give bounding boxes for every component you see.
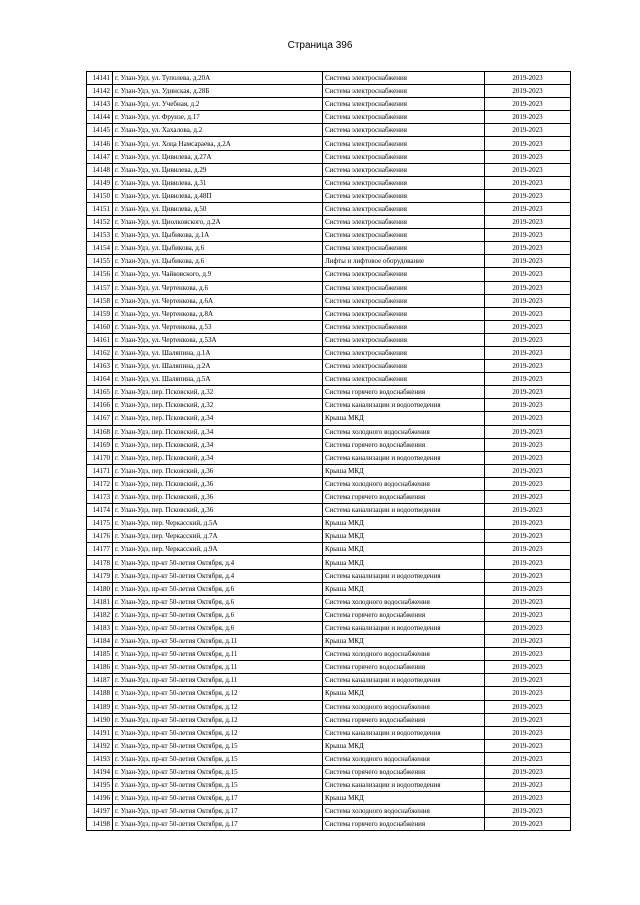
address-cell: г. Улан-Удэ, ул. Цивилева, д.29	[113, 163, 323, 176]
system-cell: Система горячего водоснабжения	[323, 386, 485, 399]
row-number-cell: 14169	[87, 438, 113, 451]
system-cell: Система электроснабжения	[323, 216, 485, 229]
table-row	[87, 189, 571, 202]
system-cell: Крыша МКД	[323, 687, 485, 700]
table-row	[87, 595, 571, 608]
address-cell: г. Улан-Удэ, ул. Цивилева, д.27А	[113, 150, 323, 163]
address-cell: г. Улан-Удэ, пер. Псковский, д.34	[113, 412, 323, 425]
address-cell: г. Улан-Удэ, пр-кт 50-летия Октября, д.15	[113, 752, 323, 765]
row-number-cell: 14186	[87, 661, 113, 674]
row-number-cell: 14181	[87, 595, 113, 608]
table-row	[87, 72, 571, 85]
period-cell: 2019-2023	[485, 517, 571, 530]
row-number-cell: 14176	[87, 530, 113, 543]
row-number-cell: 14164	[87, 373, 113, 386]
address-cell: г. Улан-Удэ, пр-кт 50-летия Октября, д.4	[113, 569, 323, 582]
system-cell: Крыша МКД	[323, 792, 485, 805]
table-row	[87, 163, 571, 176]
row-number-cell: 14170	[87, 451, 113, 464]
table-row	[87, 412, 571, 425]
period-cell: 2019-2023	[485, 294, 571, 307]
address-cell: г. Улан-Удэ, пр-кт 50-летия Октября, д.12	[113, 713, 323, 726]
row-number-cell: 14142	[87, 85, 113, 98]
address-cell: г. Улан-Удэ, ул. Цыбикова, д.1А	[113, 229, 323, 242]
address-cell: г. Улан-Удэ, ул. Чертенкова, д.53	[113, 320, 323, 333]
period-cell: 2019-2023	[485, 216, 571, 229]
system-cell: Система холодного водоснабжения	[323, 425, 485, 438]
period-cell: 2019-2023	[485, 818, 571, 831]
address-cell: г. Улан-Удэ, пер. Черкасский, д.5А	[113, 517, 323, 530]
system-cell: Система электроснабжения	[323, 360, 485, 373]
address-cell: г. Улан-Удэ, пр-кт 50-летия Октября, д.11	[113, 635, 323, 648]
system-cell: Крыша МКД	[323, 517, 485, 530]
row-number-cell: 14171	[87, 464, 113, 477]
row-number-cell: 14146	[87, 137, 113, 150]
period-cell: 2019-2023	[485, 163, 571, 176]
row-number-cell: 14145	[87, 124, 113, 137]
address-cell: г. Улан-Удэ, ул. Цыбикова, д.6	[113, 242, 323, 255]
address-cell: г. Улан-Удэ, пр-кт 50-летия Октября, д.15	[113, 779, 323, 792]
row-number-cell: 14148	[87, 163, 113, 176]
address-cell: г. Улан-Удэ, пер. Псковский, д.34	[113, 438, 323, 451]
period-cell: 2019-2023	[485, 189, 571, 202]
period-cell: 2019-2023	[485, 242, 571, 255]
table-row	[87, 268, 571, 281]
system-cell: Система холодного водоснабжения	[323, 752, 485, 765]
table-row	[87, 320, 571, 333]
period-cell: 2019-2023	[485, 281, 571, 294]
row-number-cell: 14157	[87, 281, 113, 294]
address-cell: г. Улан-Удэ, пер. Псковский, д.36	[113, 477, 323, 490]
system-cell: Система электроснабжения	[323, 242, 485, 255]
address-cell: г. Улан-Удэ, ул. Хоца Намсараева, д.2А	[113, 137, 323, 150]
address-cell: г. Улан-Удэ, пер. Черкасский, д.9А	[113, 543, 323, 556]
page-title: Страница 396	[287, 40, 353, 51]
period-cell: 2019-2023	[485, 176, 571, 189]
table-row	[87, 242, 571, 255]
row-number-cell: 14192	[87, 739, 113, 752]
table-row	[87, 556, 571, 569]
period-cell: 2019-2023	[485, 373, 571, 386]
table-row	[87, 399, 571, 412]
address-cell: г. Улан-Удэ, пр-кт 50-летия Октября, д.6	[113, 595, 323, 608]
table-row	[87, 752, 571, 765]
address-cell: г. Улан-Удэ, ул. Шаляпина, д.1А	[113, 346, 323, 359]
table-row	[87, 726, 571, 739]
address-cell: г. Улан-Удэ, пр-кт 50-летия Октября, д.12	[113, 700, 323, 713]
system-cell: Система холодного водоснабжения	[323, 477, 485, 490]
period-cell: 2019-2023	[485, 661, 571, 674]
address-cell: г. Улан-Удэ, пр-кт 50-летия Октября, д.15	[113, 765, 323, 778]
address-cell: г. Улан-Удэ, ул. Цивилева, д.48П	[113, 189, 323, 202]
table-row	[87, 530, 571, 543]
system-cell: Система канализации и водоотведения	[323, 504, 485, 517]
address-cell: г. Улан-Удэ, пр-кт 50-летия Октября, д.17	[113, 818, 323, 831]
system-cell: Система канализации и водоотведения	[323, 674, 485, 687]
table-row	[87, 124, 571, 137]
address-cell: г. Улан-Удэ, пер. Черкасский, д.7А	[113, 530, 323, 543]
period-cell: 2019-2023	[485, 412, 571, 425]
system-cell: Система электроснабжения	[323, 111, 485, 124]
row-number-cell: 14198	[87, 818, 113, 831]
address-cell: г. Улан-Удэ, ул. Чертенкова, д.6А	[113, 294, 323, 307]
system-cell: Крыша МКД	[323, 582, 485, 595]
system-cell: Крыша МКД	[323, 543, 485, 556]
address-cell: г. Улан-Удэ, ул. Шаляпина, д.5А	[113, 373, 323, 386]
period-cell: 2019-2023	[485, 85, 571, 98]
period-cell: 2019-2023	[485, 137, 571, 150]
row-number-cell: 14189	[87, 700, 113, 713]
period-cell: 2019-2023	[485, 150, 571, 163]
system-cell: Система электроснабжения	[323, 150, 485, 163]
period-cell: 2019-2023	[485, 648, 571, 661]
address-cell: г. Улан-Удэ, пер. Псковский, д.36	[113, 491, 323, 504]
row-number-cell: 14144	[87, 111, 113, 124]
system-cell: Система горячего водоснабжения	[323, 713, 485, 726]
system-cell: Система горячего водоснабжения	[323, 608, 485, 621]
period-cell: 2019-2023	[485, 779, 571, 792]
period-cell: 2019-2023	[485, 530, 571, 543]
row-number-cell: 14187	[87, 674, 113, 687]
table-row	[87, 517, 571, 530]
system-cell: Крыша МКД	[323, 464, 485, 477]
system-cell: Система горячего водоснабжения	[323, 438, 485, 451]
address-cell: г. Улан-Удэ, ул. Чертенкова, д.8А	[113, 307, 323, 320]
system-cell: Система электроснабжения	[323, 85, 485, 98]
address-cell: г. Улан-Удэ, пер. Псковский, д.32	[113, 399, 323, 412]
system-cell: Система электроснабжения	[323, 346, 485, 359]
row-number-cell: 14193	[87, 752, 113, 765]
address-cell: г. Улан-Удэ, пр-кт 50-летия Октября, д.12	[113, 726, 323, 739]
row-number-cell: 14147	[87, 150, 113, 163]
period-cell: 2019-2023	[485, 726, 571, 739]
period-cell: 2019-2023	[485, 386, 571, 399]
address-cell: г. Улан-Удэ, пр-кт 50-летия Октября, д.17	[113, 805, 323, 818]
period-cell: 2019-2023	[485, 805, 571, 818]
period-cell: 2019-2023	[485, 320, 571, 333]
address-cell: г. Улан-Удэ, пр-кт 50-летия Октября, д.6	[113, 608, 323, 621]
address-cell: г. Улан-Удэ, ул. Шаляпина, д.2А	[113, 360, 323, 373]
period-cell: 2019-2023	[485, 687, 571, 700]
period-cell: 2019-2023	[485, 752, 571, 765]
table-row	[87, 687, 571, 700]
row-number-cell: 14196	[87, 792, 113, 805]
system-cell: Система электроснабжения	[323, 98, 485, 111]
row-number-cell: 14158	[87, 294, 113, 307]
register-table	[86, 71, 571, 831]
table-row	[87, 491, 571, 504]
row-number-cell: 14168	[87, 425, 113, 438]
period-cell: 2019-2023	[485, 346, 571, 359]
system-cell: Система холодного водоснабжения	[323, 805, 485, 818]
table-row	[87, 386, 571, 399]
system-cell: Крыша МКД	[323, 739, 485, 752]
period-cell: 2019-2023	[485, 255, 571, 268]
system-cell: Система электроснабжения	[323, 373, 485, 386]
table-row	[87, 333, 571, 346]
row-number-cell: 14175	[87, 517, 113, 530]
table-row	[87, 216, 571, 229]
address-cell: г. Улан-Удэ, ул. Циолковского, д.2А	[113, 216, 323, 229]
table-row	[87, 451, 571, 464]
address-cell: г. Улан-Удэ, ул. Цыбикова, д.6	[113, 255, 323, 268]
system-cell: Система горячего водоснабжения	[323, 661, 485, 674]
table-row	[87, 621, 571, 634]
row-number-cell: 14165	[87, 386, 113, 399]
address-cell: г. Улан-Удэ, пр-кт 50-летия Октября, д.11	[113, 648, 323, 661]
row-number-cell: 14194	[87, 765, 113, 778]
address-cell: г. Улан-Удэ, ул. Чертенкова, д.6	[113, 281, 323, 294]
address-cell: г. Улан-Удэ, пер. Псковский, д.36	[113, 504, 323, 517]
system-cell: Крыша МКД	[323, 412, 485, 425]
address-cell: г. Улан-Удэ, пер. Псковский, д.36	[113, 464, 323, 477]
table-row	[87, 176, 571, 189]
period-cell: 2019-2023	[485, 477, 571, 490]
row-number-cell: 14156	[87, 268, 113, 281]
period-cell: 2019-2023	[485, 543, 571, 556]
period-cell: 2019-2023	[485, 399, 571, 412]
table-row	[87, 713, 571, 726]
table-row	[87, 739, 571, 752]
row-number-cell: 14160	[87, 320, 113, 333]
row-number-cell: 14177	[87, 543, 113, 556]
system-cell: Система канализации и водоотведения	[323, 569, 485, 582]
period-cell: 2019-2023	[485, 700, 571, 713]
period-cell: 2019-2023	[485, 464, 571, 477]
period-cell: 2019-2023	[485, 438, 571, 451]
address-cell: г. Улан-Удэ, пр-кт 50-летия Октября, д.6	[113, 621, 323, 634]
period-cell: 2019-2023	[485, 333, 571, 346]
address-cell: г. Улан-Удэ, пр-кт 50-летия Октября, д.15	[113, 739, 323, 752]
system-cell: Система электроснабжения	[323, 124, 485, 137]
row-number-cell: 14173	[87, 491, 113, 504]
table-row	[87, 477, 571, 490]
row-number-cell: 14180	[87, 582, 113, 595]
table-row	[87, 779, 571, 792]
table-row	[87, 85, 571, 98]
row-number-cell: 14154	[87, 242, 113, 255]
table-row	[87, 425, 571, 438]
table-row	[87, 150, 571, 163]
row-number-cell: 14188	[87, 687, 113, 700]
system-cell: Система электроснабжения	[323, 294, 485, 307]
period-cell: 2019-2023	[485, 72, 571, 85]
table-row	[87, 464, 571, 477]
table-row	[87, 648, 571, 661]
period-cell: 2019-2023	[485, 307, 571, 320]
period-cell: 2019-2023	[485, 556, 571, 569]
table-row	[87, 805, 571, 818]
table-row	[87, 373, 571, 386]
period-cell: 2019-2023	[485, 360, 571, 373]
table-row	[87, 635, 571, 648]
period-cell: 2019-2023	[485, 268, 571, 281]
period-cell: 2019-2023	[485, 569, 571, 582]
system-cell: Система электроснабжения	[323, 189, 485, 202]
row-number-cell: 14151	[87, 202, 113, 215]
row-number-cell: 14155	[87, 255, 113, 268]
row-number-cell: 14183	[87, 621, 113, 634]
table-row	[87, 792, 571, 805]
row-number-cell: 14167	[87, 412, 113, 425]
address-cell: г. Улан-Удэ, пер. Псковский, д.32	[113, 386, 323, 399]
table-row	[87, 569, 571, 582]
system-cell: Система горячего водоснабжения	[323, 818, 485, 831]
address-cell: г. Улан-Удэ, ул. Чайковского, д.9	[113, 268, 323, 281]
period-cell: 2019-2023	[485, 608, 571, 621]
table-row	[87, 661, 571, 674]
system-cell: Система канализации и водоотведения	[323, 779, 485, 792]
period-cell: 2019-2023	[485, 713, 571, 726]
system-cell: Система электроснабжения	[323, 176, 485, 189]
address-cell: г. Улан-Удэ, ул. Туполева, д.20А	[113, 72, 323, 85]
table-row	[87, 307, 571, 320]
row-number-cell: 14153	[87, 229, 113, 242]
period-cell: 2019-2023	[485, 595, 571, 608]
period-cell: 2019-2023	[485, 504, 571, 517]
system-cell: Система электроснабжения	[323, 163, 485, 176]
address-cell: г. Улан-Удэ, ул. Фрунзе, д.17	[113, 111, 323, 124]
system-cell: Система канализации и водоотведения	[323, 621, 485, 634]
row-number-cell: 14182	[87, 608, 113, 621]
address-cell: г. Улан-Удэ, пр-кт 50-летия Октября, д.4	[113, 556, 323, 569]
system-cell: Система канализации и водоотведения	[323, 399, 485, 412]
system-cell: Лифты и лифтовое оборудование	[323, 255, 485, 268]
system-cell: Крыша МКД	[323, 530, 485, 543]
row-number-cell: 14143	[87, 98, 113, 111]
period-cell: 2019-2023	[485, 98, 571, 111]
row-number-cell: 14163	[87, 360, 113, 373]
address-cell: г. Улан-Удэ, пр-кт 50-летия Октября, д.17	[113, 792, 323, 805]
row-number-cell: 14141	[87, 72, 113, 85]
table-row	[87, 229, 571, 242]
address-cell: г. Улан-Удэ, пр-кт 50-летия Октября, д.11	[113, 674, 323, 687]
row-number-cell: 14184	[87, 635, 113, 648]
address-cell: г. Улан-Удэ, пер. Псковский, д.34	[113, 451, 323, 464]
row-number-cell: 14172	[87, 477, 113, 490]
row-number-cell: 14159	[87, 307, 113, 320]
table-row	[87, 281, 571, 294]
address-cell: г. Улан-Удэ, пр-кт 50-летия Октября, д.6	[113, 582, 323, 595]
address-cell: г. Улан-Удэ, ул. Цивилева, д.31	[113, 176, 323, 189]
table-row	[87, 98, 571, 111]
period-cell: 2019-2023	[485, 739, 571, 752]
address-cell: г. Улан-Удэ, пр-кт 50-летия Октября, д.11	[113, 661, 323, 674]
table-row	[87, 818, 571, 831]
system-cell: Система электроснабжения	[323, 72, 485, 85]
address-cell: г. Улан-Удэ, ул. Чертенкова, д.53А	[113, 333, 323, 346]
register-body	[87, 72, 571, 831]
system-cell: Система электроснабжения	[323, 281, 485, 294]
system-cell: Система электроснабжения	[323, 333, 485, 346]
period-cell: 2019-2023	[485, 229, 571, 242]
table-row	[87, 674, 571, 687]
system-cell: Система холодного водоснабжения	[323, 700, 485, 713]
row-number-cell: 14179	[87, 569, 113, 582]
table-row	[87, 202, 571, 215]
system-cell: Система электроснабжения	[323, 137, 485, 150]
system-cell: Система электроснабжения	[323, 268, 485, 281]
period-cell: 2019-2023	[485, 111, 571, 124]
table-row	[87, 111, 571, 124]
system-cell: Система канализации и водоотведения	[323, 726, 485, 739]
system-cell: Система электроснабжения	[323, 320, 485, 333]
table-row	[87, 765, 571, 778]
row-number-cell: 14161	[87, 333, 113, 346]
table-row	[87, 360, 571, 373]
period-cell: 2019-2023	[485, 792, 571, 805]
system-cell: Система электроснабжения	[323, 307, 485, 320]
table-row	[87, 543, 571, 556]
period-cell: 2019-2023	[485, 765, 571, 778]
table-row	[87, 255, 571, 268]
period-cell: 2019-2023	[485, 124, 571, 137]
row-number-cell: 14185	[87, 648, 113, 661]
row-number-cell: 14197	[87, 805, 113, 818]
period-cell: 2019-2023	[485, 582, 571, 595]
system-cell: Система горячего водоснабжения	[323, 491, 485, 504]
address-cell: г. Улан-Удэ, ул. Учебная, д.2	[113, 98, 323, 111]
table-row	[87, 608, 571, 621]
period-cell: 2019-2023	[485, 451, 571, 464]
address-cell: г. Улан-Удэ, пер. Псковский, д.34	[113, 425, 323, 438]
table-row	[87, 294, 571, 307]
address-cell: г. Улан-Удэ, ул. Удинская, д.28Б	[113, 85, 323, 98]
row-number-cell: 14191	[87, 726, 113, 739]
period-cell: 2019-2023	[485, 425, 571, 438]
row-number-cell: 14162	[87, 346, 113, 359]
table-row	[87, 346, 571, 359]
period-cell: 2019-2023	[485, 491, 571, 504]
address-cell: г. Улан-Удэ, ул. Хахалова, д.2	[113, 124, 323, 137]
address-cell: г. Улан-Удэ, ул. Цивилева, д.50	[113, 202, 323, 215]
row-number-cell: 14174	[87, 504, 113, 517]
row-number-cell: 14190	[87, 713, 113, 726]
table-row	[87, 137, 571, 150]
system-cell: Крыша МКД	[323, 635, 485, 648]
address-cell: г. Улан-Удэ, пр-кт 50-летия Октября, д.12	[113, 687, 323, 700]
period-cell: 2019-2023	[485, 674, 571, 687]
table-row	[87, 700, 571, 713]
row-number-cell: 14166	[87, 399, 113, 412]
system-cell: Система холодного водоснабжения	[323, 648, 485, 661]
table-row	[87, 504, 571, 517]
row-number-cell: 14195	[87, 779, 113, 792]
system-cell: Крыша МКД	[323, 556, 485, 569]
system-cell: Система горячего водоснабжения	[323, 765, 485, 778]
period-cell: 2019-2023	[485, 635, 571, 648]
table-row	[87, 438, 571, 451]
row-number-cell: 14150	[87, 189, 113, 202]
table-row	[87, 582, 571, 595]
system-cell: Система холодного водоснабжения	[323, 595, 485, 608]
period-cell: 2019-2023	[485, 202, 571, 215]
system-cell: Система электроснабжения	[323, 202, 485, 215]
row-number-cell: 14152	[87, 216, 113, 229]
system-cell: Система канализации и водоотведения	[323, 451, 485, 464]
row-number-cell: 14149	[87, 176, 113, 189]
system-cell: Система электроснабжения	[323, 229, 485, 242]
period-cell: 2019-2023	[485, 621, 571, 634]
row-number-cell: 14178	[87, 556, 113, 569]
